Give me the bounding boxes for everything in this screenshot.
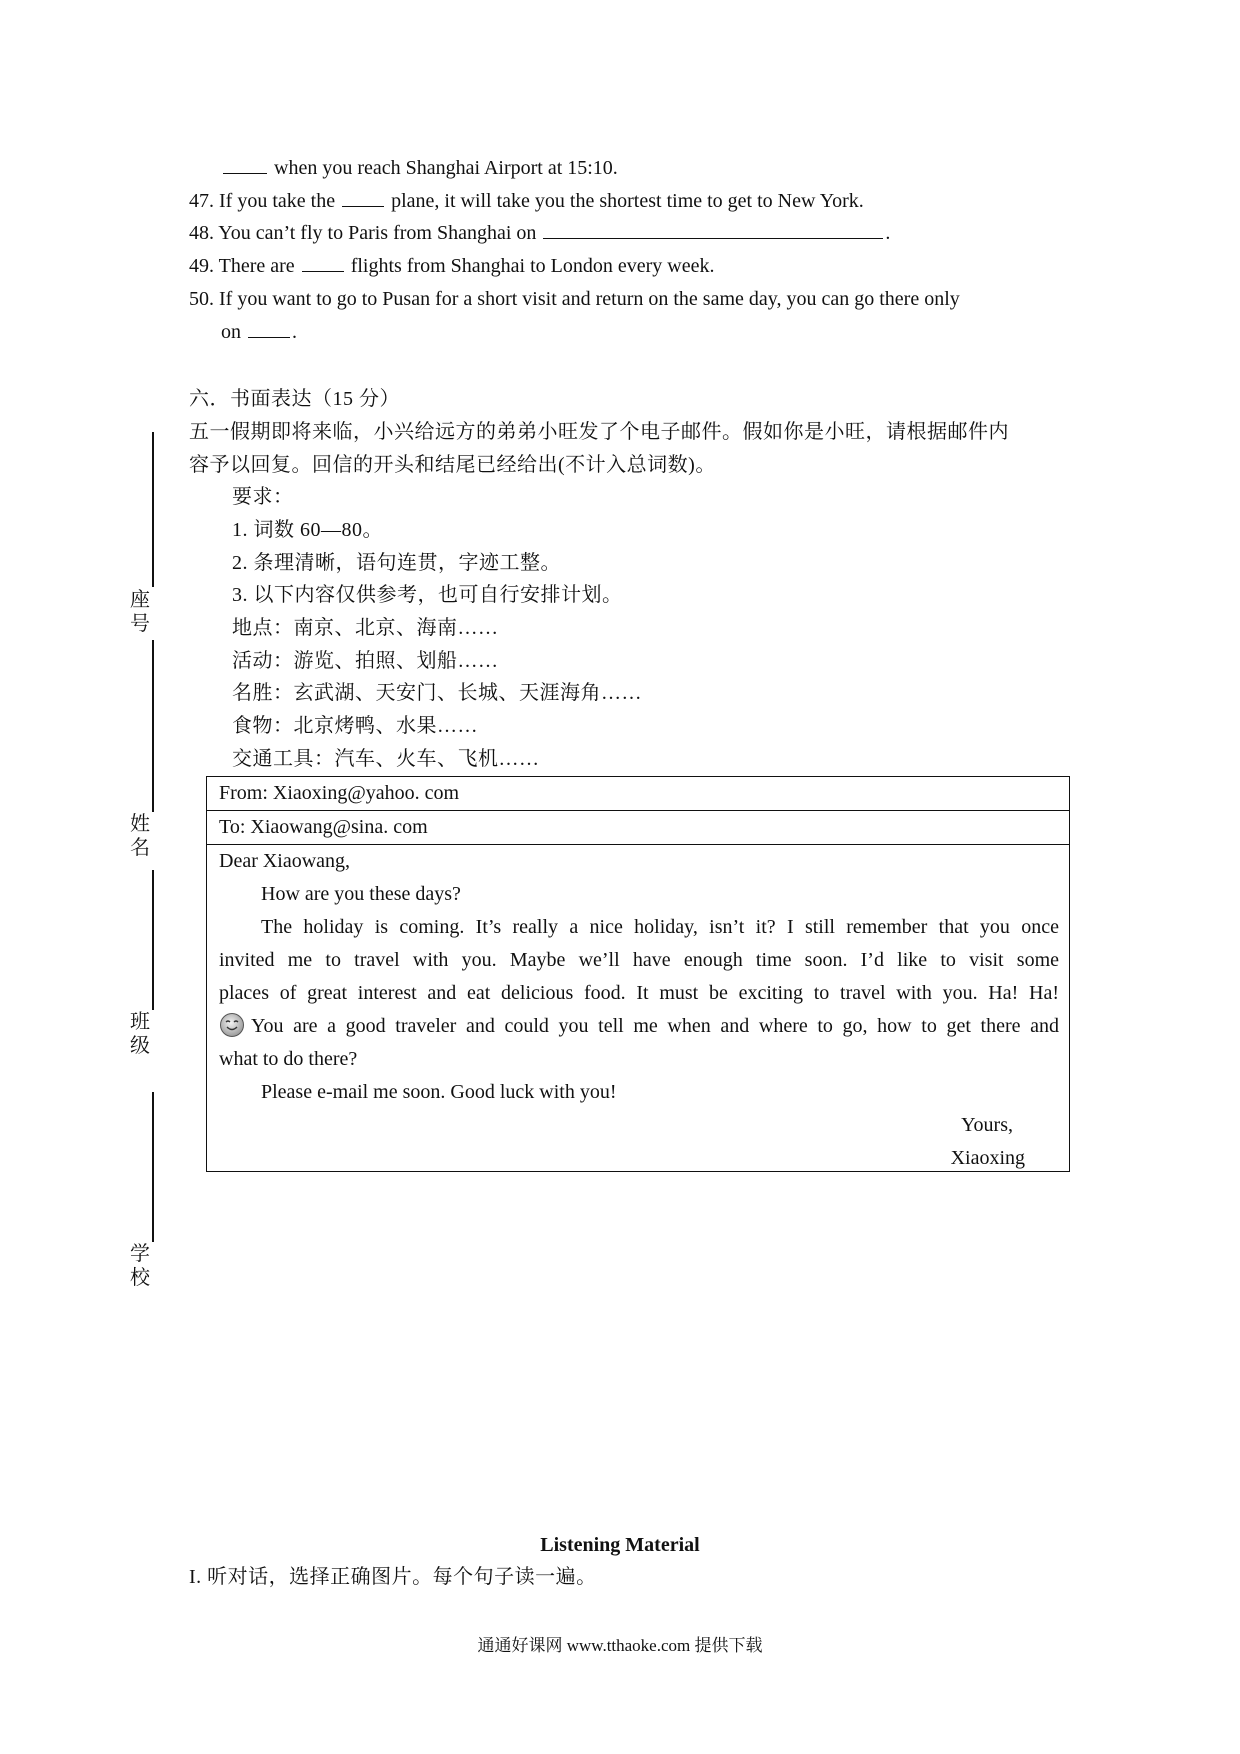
margin-label-seat: 座号 <box>130 589 150 635</box>
question-46-continuation: when you reach Shanghai Airport at 15:10. <box>221 152 618 185</box>
margin-line-name <box>152 640 154 812</box>
question-49: 49. There are flights from Shanghai to London every week. <box>189 255 715 277</box>
writing-heading: 六．书面表达（15 分） <box>189 388 400 410</box>
question-48: 48. You can’t fly to Paris from Shanghai on . <box>189 222 891 244</box>
hint-transport: 交通工具：汽车、火车、飞机…… <box>232 748 540 770</box>
hint-activity: 活动：游览、拍照、划船…… <box>232 650 499 672</box>
requirement-2: 2. 条理清晰，语句连贯，字迹工整。 <box>232 552 561 574</box>
hint-sights: 名胜：玄武湖、天安门、长城、天涯海角…… <box>232 682 642 704</box>
answer-blank <box>223 172 267 174</box>
listening-title: Listening Material <box>540 1534 700 1556</box>
hint-food: 食物：北京烤鸭、水果…… <box>232 715 478 737</box>
answer-blank <box>543 237 883 239</box>
smiley-icon <box>219 1012 245 1038</box>
margin-line-school <box>152 1092 154 1242</box>
email-paragraph-2-line-3: places of great interest and eat delicious food. It must be exciting to travel with you. Ha! Ha! <box>219 982 1059 1004</box>
requirement-3: 3. 以下内容仅供参考，也可自行安排计划。 <box>232 584 623 606</box>
email-to: To: Xiaowang@sina. com <box>207 811 1069 845</box>
email-closing: Yours, <box>961 1114 1013 1136</box>
email-paragraph-2-line-2: invited me to travel with you. Maybe we’ll have enough time soon. I’d like to visit some <box>219 949 1059 971</box>
listening-section-1: I. 听对话，选择正确图片。每个句子读一遍。 <box>189 1566 597 1588</box>
question-50-continuation: on . <box>221 321 297 343</box>
email-paragraph-2-line-1: The holiday is coming. It’s really a nice holiday, isn’t it? I still remember that you once <box>261 916 1059 938</box>
email-paragraph-2-line-4: You are a good traveler and could you tell me when and where to go, how to get there and <box>219 1010 1059 1043</box>
email-signature: Xiaoxing <box>950 1147 1025 1169</box>
margin-label-class: 班级 <box>130 1011 150 1057</box>
question-50: 50. If you want to go to Pusan for a short visit and return on the same day, you can go there only <box>189 288 960 310</box>
margin-label-school: 学校 <box>130 1243 150 1289</box>
question-47: 47. If you take the plane, it will take you the shortest time to get to New York. <box>189 190 864 212</box>
email-paragraph-2-line-5: what to do there? <box>219 1048 358 1070</box>
requirements-title: 要求： <box>232 486 294 508</box>
writing-intro-line-1: 五一假期即将来临，小兴给远方的弟弟小旺发了个电子邮件。假如你是小旺，请根据邮件内 <box>189 421 1009 443</box>
hint-place: 地点：南京、北京、海南…… <box>232 617 499 639</box>
margin-line-seat <box>152 432 154 587</box>
margin-line-class <box>152 870 154 1010</box>
email-from: From: Xiaoxing@yahoo. com <box>207 777 1069 811</box>
answer-blank <box>248 336 290 338</box>
answer-blank <box>342 205 384 207</box>
answer-blank <box>302 270 344 272</box>
writing-intro-line-2: 容予以回复。回信的开头和结尾已经给出(不计入总词数)。 <box>189 454 716 476</box>
email-box <box>206 776 1070 1172</box>
margin-label-name: 姓名 <box>130 813 150 859</box>
requirement-1: 1. 词数 60—80。 <box>232 519 383 541</box>
email-paragraph-3: Please e-mail me soon. Good luck with you! <box>261 1081 617 1103</box>
email-greeting: Dear Xiaowang, <box>219 850 351 872</box>
page-footer: 通通好课网 www.tthaoke.com 提供下载 <box>477 1636 763 1655</box>
email-paragraph-1: How are you these days? <box>261 883 461 905</box>
email-body <box>219 845 1059 1175</box>
